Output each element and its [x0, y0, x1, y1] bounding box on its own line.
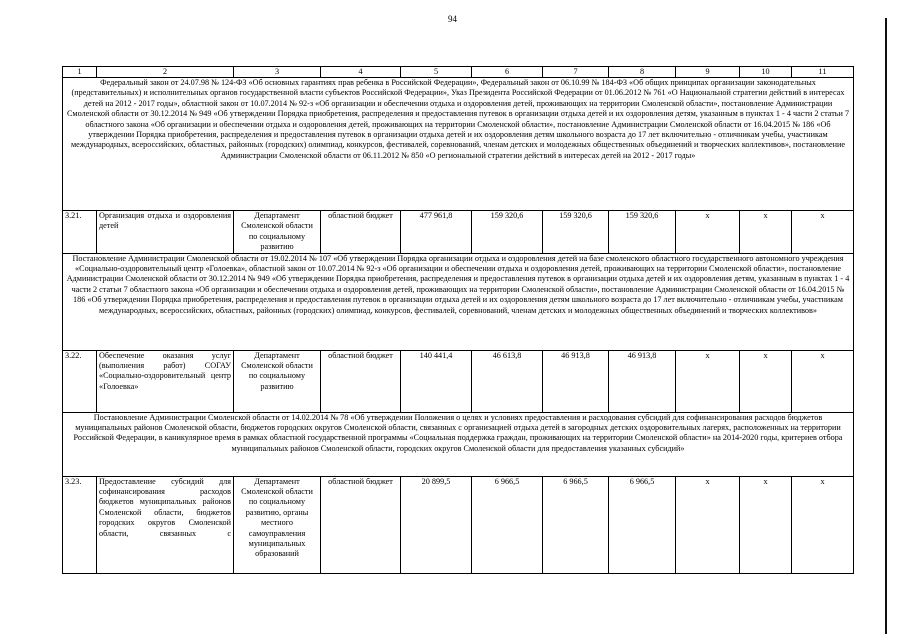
measure-name: Организация отдыха и оздоровления детей [97, 211, 234, 254]
executor: Департамент Смоленской области по социальному развитию [234, 350, 321, 412]
col11-value: x [792, 476, 854, 573]
col9-value: x [676, 350, 740, 412]
measure-name: Предоставление субсидий для софинансирования расходов бюджетов муниципальных районов Смоленской области, бюджетов городских округов Смоленской области, связанных с [97, 476, 234, 573]
col9-value: x [676, 211, 740, 254]
executor: Департамент Смоленской области по социальному развитию [234, 211, 321, 254]
year1-amount: 46 613,8 [472, 350, 543, 412]
legal-basis-row [63, 78, 854, 211]
measure-name: Обеспечение оказания услуг (выполнения работ) СОГАУ «Социально-оздоровительный центр «Голоевка» [97, 350, 234, 412]
year2-amount: 46 913,8 [543, 350, 609, 412]
total-amount: 140 441,4 [401, 350, 472, 412]
page-number: 94 [448, 14, 457, 24]
year2-amount: 159 320,6 [543, 211, 609, 254]
year3-amount: 6 966,5 [609, 476, 676, 573]
col10-value: x [740, 211, 792, 254]
year3-amount: 159 320,6 [609, 211, 676, 254]
year2-amount: 6 966,5 [543, 476, 609, 573]
page-edge-rule [885, 18, 887, 634]
table-row [63, 476, 854, 573]
legal-basis-row [63, 412, 854, 476]
column-number: 10 [740, 67, 792, 78]
column-number: 5 [401, 67, 472, 78]
legal-basis-text: Постановление Администрации Смоленской области от 19.02.2014 № 107 «Об утверждении Порядка организации отдыха и оздоровления детей на базе смоленского областного государственного автономного учреждения «Социально-оздоровительный центр «Голоевка», областной закон от 10.07.2014 № 92-з «Об организации и обеспечении отдыха и оздоровления детей, проживающих на территории Смоленской области», постановление Администрации Смоленской области от 30.12.2014 № 949 «Об утверждении Порядка приобретения, распределения и предоставления путевок в организации отдыха детей и их оздоровления детям, указанным в пунктах 1 - 4 части 2 статьи 7 областного закона «Об организации и обеспечении отдыха и оздоровления детей, проживающих на территории Смоленской области», постановление Администрации Смоленской области от 16.04.2015 № 186 «Об утверждении Порядка приобретения, распределения и предоставления путевок в организации отдыха детей и их оздоровления детям школьного возраста до 17 лет включительно - отличникам учебы, участникам международных, всероссийских, областных, районных (городских) олимпиад, конкурсов, фестивалей, соревнований, членам детских и молодежных общественных объединений и творческих коллективов» [63, 253, 854, 350]
column-number: 6 [472, 67, 543, 78]
col10-value: x [740, 476, 792, 573]
year1-amount: 159 320,6 [472, 211, 543, 254]
year3-amount: 46 913,8 [609, 350, 676, 412]
column-number-row [63, 67, 854, 78]
col9-value: x [676, 476, 740, 573]
table-row [63, 350, 854, 412]
year1-amount: 6 966,5 [472, 476, 543, 573]
program-table [62, 66, 854, 574]
executor: Департамент Смоленской области по социальному развитию, органы местного самоуправления муниципальных образований [234, 476, 321, 573]
col11-value: x [792, 350, 854, 412]
col11-value: x [792, 211, 854, 254]
funding-source: областной бюджет [321, 350, 401, 412]
legal-basis-text: Постановление Администрации Смоленской области от 14.02.2014 № 78 «Об утверждении Положения о целях и условиях предоставления и расходования субсидий для софинансирования расходов бюджетов муниципальных районов Смоленской области, бюджетов городских округов Смоленской области, связанных с организацией отдыха детей в загородных детских оздоровительных лагерях, расположенных на территории Российской Федерации, в каникулярное время в рамках областной государственной программы «Социальная поддержка граждан, проживающих на территории Смоленской области» на 2014-2020 годы, критериев отбора муниципальных районов Смоленской области, городских округов Смоленской области для предоставления указанных субсидий» [63, 412, 854, 476]
column-number: 3 [234, 67, 321, 78]
column-number: 4 [321, 67, 401, 78]
row-number: 3.23. [63, 476, 97, 573]
legal-basis-row [63, 253, 854, 350]
total-amount: 477 961,8 [401, 211, 472, 254]
row-number: 3.21. [63, 211, 97, 254]
table-row [63, 211, 854, 254]
column-number: 9 [676, 67, 740, 78]
legal-basis-text: Федеральный закон от 24.07.98 № 124-ФЗ «Об основных гарантиях прав ребенка в Российской Федерации», Федеральный закон от 06.10.99 № 184-ФЗ «Об общих принципах организации законодательных (представительных) и исполнительных органов государственной власти субъектов Российской Федерации», Указ Президента Российской Федерации от 01.06.2012 № 761 «О Национальной стратегии действий в интересах детей на 2012 - 2017 годы», областной закон от 10.07.2014 № 92-з «Об организации и обеспечении отдыха и оздоровления детей, проживающих на территории Смоленской области», постановление Администрации Смоленской области от 30.12.2014 № 949 «Об утверждении Порядка приобретения, распределения и предоставления путевок в организации отдыха детей и их оздоровления детям, указанным в пунктах 1 - 4 части 2 статьи 7 областного закона «Об организации и обеспечении отдыха и оздоровления детей, проживающих на территории Смоленской области», постановление Администрации Смоленской области от 16.04.2015 № 186 «Об утверждении Порядка приобретения, распределения и предоставления путевок в организации отдыха детей и их оздоровления детям школьного возраста до 17 лет включительно - отличникам учебы, участникам международных, всероссийских, областных, районных (городских) олимпиад, конкурсов, фестивалей, соревнований, членам детских и молодежных общественных объединений и творческих коллективов», постановление Администрации Смоленской области от 06.11.2012 № 850 «О региональной стратегии действий в интересах детей на 2012 - 2017 годы» [63, 78, 854, 211]
column-number: 1 [63, 67, 97, 78]
funding-source: областной бюджет [321, 211, 401, 254]
col10-value: x [740, 350, 792, 412]
column-number: 2 [97, 67, 234, 78]
total-amount: 20 899,5 [401, 476, 472, 573]
column-number: 11 [792, 67, 854, 78]
funding-source: областной бюджет [321, 476, 401, 573]
column-number: 7 [543, 67, 609, 78]
row-number: 3.22. [63, 350, 97, 412]
column-number: 8 [609, 67, 676, 78]
